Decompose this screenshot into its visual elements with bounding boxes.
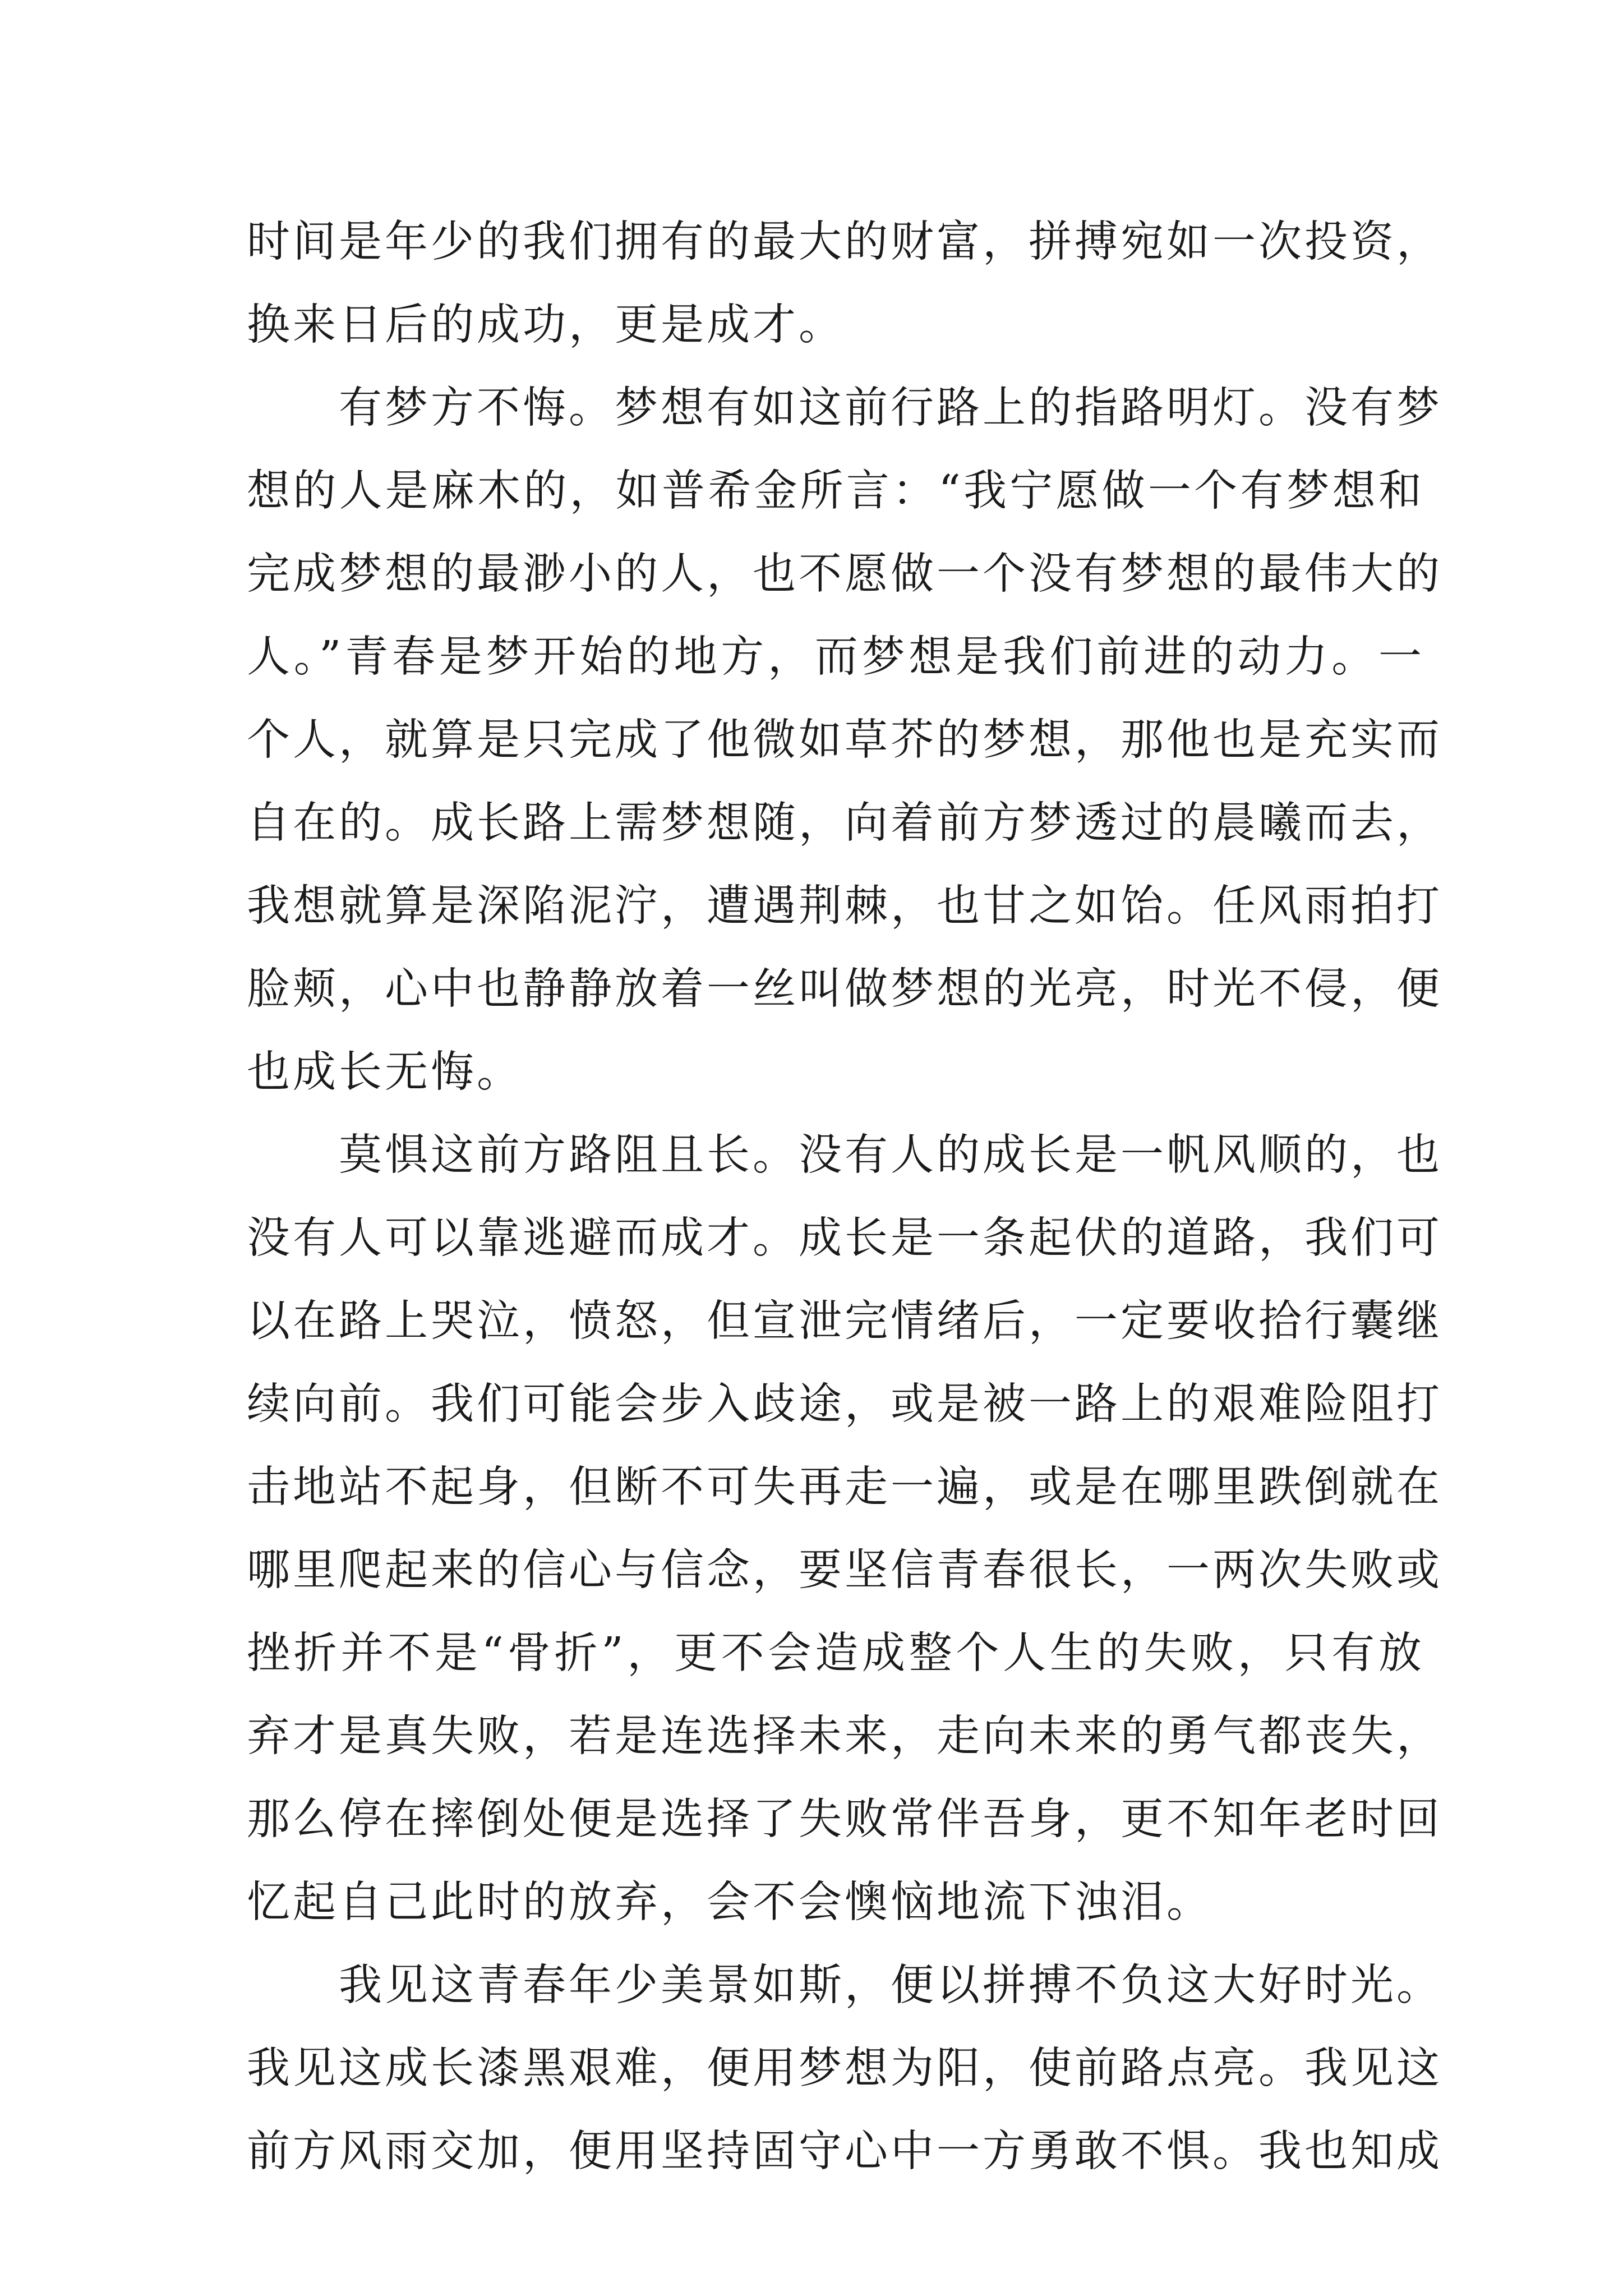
body-text: [247, 201, 1442, 2193]
text-line: 也成长无悔。: [247, 1047, 523, 1097]
text-line: 自在的。成长路上需梦想随，向着前方梦透过的晨曦而去，: [247, 798, 1442, 848]
text-line: 前方风雨交加，便用坚持固守心中一方勇敢不惧。我也知成: [247, 2127, 1442, 2177]
text-line: 忆起自己此时的放弃，会不会懊恼地流下浊泪。: [247, 1878, 1212, 1927]
paragraph: [247, 1944, 1442, 2193]
text-line: 我见这成长漆黑艰难，便用梦想为阳，使前路点亮。我见这: [247, 2044, 1442, 2093]
paragraph: [247, 367, 1442, 1114]
text-line: 有梦方不悔。梦想有如这前行路上的指路明灯。没有梦: [339, 383, 1442, 433]
text-line: 那么停在摔倒处便是选择了失败常伴吾身，更不知年老时回: [247, 1795, 1442, 1844]
text-line: 时间是年少的我们拥有的最大的财富，拼搏宛如一次投资，: [247, 217, 1442, 267]
text-line: 脸颊，心中也静静放着一丝叫做梦想的光亮，时光不侵，便: [247, 964, 1442, 1014]
text-line: 击地站不起身，但断不可失再走一遍，或是在哪里跌倒就在: [247, 1462, 1442, 1512]
text-line: 人。”青春是梦开始的地方，而梦想是我们前进的动力。一: [247, 632, 1424, 682]
text-line: 完成梦想的最渺小的人，也不愿做一个没有梦想的最伟大的: [247, 549, 1442, 599]
text-line: 以在路上哭泣，愤怒，但宣泄完情绪后，一定要收拾行囊继: [247, 1296, 1442, 1346]
text-line: 挫折并不是“骨折”，更不会造成整个人生的失败，只有放: [247, 1628, 1424, 1678]
text-line: 没有人可以靠逃避而成才。成长是一条起伏的道路，我们可: [247, 1213, 1442, 1263]
paragraph: [247, 201, 1442, 367]
text-line: 我想就算是深陷泥泞，遭遇荆棘，也甘之如饴。任风雨拍打: [247, 881, 1442, 931]
paragraph: [247, 1114, 1442, 1944]
text-line: 我见这青春年少美景如斯，便以拼搏不负这大好时光。: [339, 1961, 1442, 2010]
text-line: 哪里爬起来的信心与信念，要坚信青春很长，一两次失败或: [247, 1545, 1442, 1595]
text-line: 莫惧这前方路阻且长。没有人的成长是一帆风顺的，也: [339, 1130, 1442, 1180]
text-line: 个人，就算是只完成了他微如草芥的梦想，那他也是充实而: [247, 715, 1442, 765]
text-line: 换来日后的成功，更是成才。: [247, 300, 845, 350]
text-line: 续向前。我们可能会步入歧途，或是被一路上的艰难险阻打: [247, 1379, 1442, 1429]
text-line: 弃才是真失败，若是连选择未来，走向未来的勇气都丧失，: [247, 1711, 1442, 1761]
text-line: 想的人是麻木的，如普希金所言：“我宁愿做一个有梦想和: [247, 466, 1424, 516]
